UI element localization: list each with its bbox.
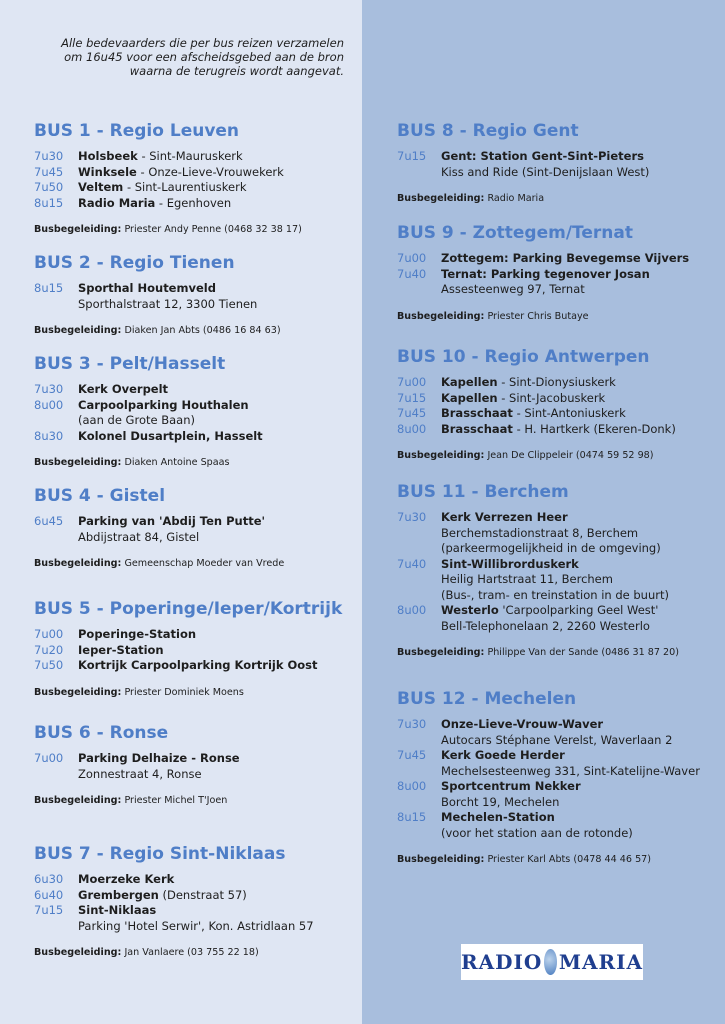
stop-place: Zottegem: Parking Bevegemse Vijvers (441, 251, 690, 265)
bus-title: BUS 4 - Gistel (34, 486, 166, 506)
stop-row (397, 557, 717, 604)
intro-text: Alle bedevaarders die per bus reizen verzamelen om 16u45 voor een afscheidsgebed aan de bron waarna de terugreis wordt aangevat. (61, 36, 344, 78)
stop-address: Sporthalstraat 12, 3300 Tienen (78, 296, 258, 311)
stop-place: Kerk Verrezen Heer (441, 510, 568, 524)
bus-guide (397, 192, 717, 205)
guide-label: Busbegeleiding: (34, 325, 122, 336)
stop-row (34, 751, 354, 782)
stop-text (78, 196, 354, 212)
stop-row (397, 251, 717, 267)
guide-label: Busbegeleiding: (397, 450, 485, 461)
stop-place: Grembergen (78, 887, 159, 902)
stop-row (34, 165, 354, 181)
logo-text-left: RADIO (461, 950, 543, 974)
stop-time: 7u50 (34, 180, 64, 194)
stop-place: Kerk Goede Herder (441, 748, 565, 762)
stop-time: 7u15 (397, 149, 427, 163)
stop-text (441, 267, 717, 298)
stop-text (441, 406, 717, 422)
guide-label: Busbegeleiding: (397, 193, 485, 204)
stop-time: 8u00 (397, 779, 427, 793)
bus-guide (34, 686, 354, 699)
stop-address: Mechelsesteenweg 331, Sint-Katelijne-Waver (441, 763, 700, 778)
bus-guide (397, 646, 717, 659)
stop-time: 7u30 (397, 717, 427, 731)
stop-list (34, 872, 354, 934)
stop-text (441, 422, 717, 438)
guide-label: Busbegeleiding: (397, 647, 485, 658)
bus-guide (34, 557, 354, 570)
stop-text (441, 748, 717, 779)
stop-place: Parking Delhaize - Ronse (78, 751, 240, 765)
guide-name: Priester Chris Butaye (487, 310, 589, 322)
stop-time: 7u30 (34, 149, 64, 163)
stop-text (441, 717, 717, 748)
stop-time: 7u15 (397, 390, 427, 405)
stop-text (441, 510, 717, 557)
bus-guide (397, 310, 717, 323)
stop-time: 6u30 (34, 872, 64, 886)
stop-place: Westerlo (441, 603, 499, 617)
stop-detail: - Onze-Lieve-Vrouwekerk (136, 164, 284, 179)
stop-place: Radio Maria (78, 195, 156, 210)
stop-address: Zonnestraat 4, Ronse (78, 766, 202, 781)
stop-row (34, 627, 354, 643)
bus-block-2 (34, 253, 354, 337)
stop-time: 8u30 (34, 428, 64, 443)
stop-text (78, 514, 354, 545)
stop-time: 7u20 (34, 642, 64, 657)
bus-guide (34, 946, 354, 959)
stop-place: Mechelen-Station (441, 810, 555, 824)
guide-name: Priester Dominiek Moens (124, 686, 244, 698)
stop-time: 7u00 (34, 627, 64, 641)
stop-detail: - Sint-Laurentiuskerk (123, 180, 247, 194)
stop-time: 8u15 (397, 810, 427, 824)
stop-time: 7u30 (397, 510, 427, 524)
stop-row (397, 149, 717, 180)
bus-guide (397, 853, 717, 866)
guide-name: Diaken Jan Abts (0486 16 84 63) (124, 325, 281, 336)
stop-list (397, 510, 717, 634)
stop-time: 7u00 (397, 251, 427, 265)
guide-label: Busbegeleiding: (34, 457, 122, 468)
stop-time: 6u40 (34, 887, 64, 902)
stop-row (34, 872, 354, 888)
guide-label: Busbegeleiding: (34, 795, 122, 806)
guide-name: Philippe Van der Sande (0486 31 87 20) (487, 647, 680, 658)
stop-text (78, 149, 354, 165)
stop-address: Borcht 19, Mechelen (441, 794, 560, 809)
bus-title: BUS 2 - Regio Tienen (34, 253, 235, 273)
stop-place: Kapellen (441, 390, 498, 405)
stop-text (78, 888, 354, 904)
stop-row (34, 382, 354, 398)
stop-address: (parkeermogelijkheid in de omgeving) (441, 541, 661, 555)
stop-time: 7u40 (397, 266, 427, 281)
stop-time: 7u45 (34, 164, 64, 179)
guide-label: Busbegeleiding: (34, 558, 122, 569)
stop-detail: - Sint-Dionysiuskerk (497, 375, 616, 389)
stop-place: Brasschaat (441, 406, 513, 420)
bus-title: BUS 7 - Regio Sint-Niklaas (34, 844, 286, 864)
stop-time: 8u00 (34, 397, 64, 412)
guide-label: Busbegeleiding: (34, 224, 122, 235)
stop-row (397, 406, 717, 422)
stop-place: Poperinge-Station (78, 627, 197, 641)
stop-place: Carpoolparking Houthalen (78, 397, 249, 412)
guide-name: Gemeenschap Moeder van Vrede (124, 558, 285, 569)
bus-title: BUS 10 - Regio Antwerpen (397, 347, 650, 367)
stop-place: Parking van 'Abdij Ten Putte' (78, 514, 266, 528)
bus-guide (34, 794, 354, 807)
bus-block-7 (34, 844, 354, 959)
stop-place: Sint-Willibrorduskerk (441, 556, 579, 571)
bus-block-4 (34, 486, 354, 570)
logo-text-right: MARIA (558, 950, 643, 974)
stop-row (34, 643, 354, 659)
stop-list (34, 281, 354, 312)
bus-title: BUS 3 - Pelt/Hasselt (34, 354, 226, 374)
bus-guide (34, 456, 354, 469)
stop-address: Heilig Hartstraat 11, Berchem (441, 572, 613, 586)
stop-place: Sportcentrum Nekker (441, 779, 581, 793)
stop-row (34, 180, 354, 196)
stop-row (34, 196, 354, 212)
stop-row (397, 391, 717, 407)
bus-title: BUS 5 - Poperinge/Ieper/Kortrijk (34, 599, 343, 619)
stop-time: 7u45 (397, 406, 427, 420)
stop-address: (voor het station aan de rotonde) (441, 825, 633, 840)
stop-place: Sint-Niklaas (78, 903, 157, 917)
stop-time: 8u15 (34, 195, 64, 210)
guide-name: Jean De Clippeleir (0474 59 52 98) (487, 450, 654, 461)
stop-text (441, 603, 717, 634)
stop-text (78, 398, 354, 429)
bus-title: BUS 6 - Ronse (34, 723, 169, 743)
stop-address: Autocars Stéphane Verelst, Waverlaan 2 (441, 732, 673, 747)
stop-row (34, 149, 354, 165)
guide-name: Priester Michel T'Joen (124, 795, 228, 806)
bus-guide (34, 223, 354, 236)
stop-time: 7u30 (34, 382, 64, 396)
stop-time: 8u00 (397, 603, 427, 617)
stop-row (34, 398, 354, 429)
stop-text (441, 391, 717, 407)
stop-address: Kiss and Ride (Sint-Denijslaan West) (441, 164, 650, 179)
stop-text (78, 281, 354, 312)
guide-name: Jan Vanlaere (03 755 22 18) (124, 947, 259, 958)
stop-place: Kerk Overpelt (78, 382, 169, 396)
bus-guide (397, 449, 717, 462)
guide-label: Busbegeleiding: (397, 310, 485, 322)
bus-block-5 (34, 599, 354, 699)
stop-place: Moerzeke Kerk (78, 872, 175, 886)
stop-text (78, 627, 354, 643)
stop-list (397, 375, 717, 437)
stop-row (34, 281, 354, 312)
bus-title: BUS 11 - Berchem (397, 482, 569, 502)
bus-block-10 (397, 347, 717, 462)
stop-list (34, 149, 354, 211)
guide-name: Priester Karl Abts (0478 44 46 57) (487, 854, 652, 865)
stop-row (397, 603, 717, 634)
guide-name: Radio Maria (487, 193, 545, 204)
bus-title: BUS 9 - Zottegem/Ternat (397, 223, 634, 243)
bus-block-6 (34, 723, 354, 807)
stop-row (397, 717, 717, 748)
guide-label: Busbegeleiding: (397, 854, 485, 865)
stop-time: 7u00 (397, 375, 427, 389)
stop-row (34, 888, 354, 904)
stop-row (397, 267, 717, 298)
stop-place: Brasschaat (441, 421, 513, 436)
stop-text (78, 751, 354, 782)
guide-name: Priester Andy Penne (0468 32 38 17) (124, 224, 302, 235)
stop-text (441, 779, 717, 810)
stop-row (34, 903, 354, 934)
stop-row (397, 810, 717, 841)
stop-text (78, 643, 354, 659)
stop-list (34, 514, 354, 545)
bus-block-1 (34, 121, 354, 236)
guide-label: Busbegeleiding: (34, 686, 122, 698)
stop-time: 8u00 (397, 421, 427, 436)
stop-detail: - Sint-Mauruskerk (137, 149, 243, 163)
bus-block-11 (397, 482, 717, 659)
stop-detail: - H. Hartkerk (Ekeren-Donk) (512, 421, 676, 436)
stop-place: Ieper-Station (78, 642, 164, 657)
stop-text (441, 375, 717, 391)
bus-title: BUS 12 - Mechelen (397, 689, 577, 709)
stop-detail: - Sint-Antoniuskerk (512, 406, 626, 420)
stop-row (397, 375, 717, 391)
bus-title: BUS 1 - Regio Leuven (34, 121, 240, 141)
stop-row (34, 514, 354, 545)
guide-label: Busbegeleiding: (34, 947, 122, 958)
stop-text (78, 658, 354, 674)
radio-maria-logo (461, 944, 643, 980)
stop-time: 8u15 (34, 281, 64, 295)
stop-time: 6u45 (34, 514, 64, 528)
stop-time: 7u00 (34, 751, 64, 765)
bus-block-8 (397, 121, 717, 205)
stop-list (34, 627, 354, 674)
stop-time: 7u50 (34, 658, 64, 672)
stop-text (78, 872, 354, 888)
stop-place: Ternat: Parking tegenover Josan (441, 266, 650, 281)
stop-place: Holsbeek (78, 149, 138, 163)
stop-text (441, 810, 717, 841)
stop-list (397, 251, 717, 298)
stop-list (397, 149, 717, 180)
stop-detail: - Sint-Jacobuskerk (497, 390, 606, 405)
stop-detail: (Denstraat 57) (158, 887, 247, 902)
stop-place: Winksele (78, 164, 137, 179)
guide-name: Diaken Antoine Spaas (124, 457, 230, 468)
stop-text (78, 382, 354, 398)
stop-address: (Bus-, tram- en treinstation in de buurt) (441, 587, 669, 602)
stop-row (397, 748, 717, 779)
stop-text (78, 180, 354, 196)
stop-place: Veltem (78, 180, 124, 194)
stop-address: Parking 'Hotel Serwir', Kon. Astridlaan 57 (78, 918, 314, 933)
bus-block-9 (397, 223, 717, 323)
stop-time: 7u15 (34, 903, 64, 917)
stop-time: 7u45 (397, 748, 427, 762)
stop-text (441, 557, 717, 604)
stop-address: Assesteenweg 97, Ternat (441, 282, 585, 296)
stop-address: Bell-Telephonelaan 2, 2260 Westerlo (441, 618, 650, 633)
stop-place: Onze-Lieve-Vrouw-Waver (441, 717, 604, 731)
stop-text (78, 903, 354, 934)
stop-text (441, 149, 717, 180)
stop-list (397, 717, 717, 841)
globe-icon (544, 949, 557, 975)
stop-place: Kapellen (441, 375, 498, 389)
stop-detail: - Egenhoven (155, 195, 232, 210)
stop-list (34, 751, 354, 782)
stop-row (397, 510, 717, 557)
stop-time: 7u40 (397, 556, 427, 571)
stop-place: Gent: Station Gent-Sint-Pieters (441, 149, 644, 163)
stop-list (34, 382, 354, 444)
stop-address: Berchemstadionstraat 8, Berchem (441, 525, 639, 540)
bus-title: BUS 8 - Regio Gent (397, 121, 579, 141)
stop-text (78, 165, 354, 181)
stop-detail: 'Carpoolparking Geel West' (498, 603, 659, 617)
stop-place: Kortrijk Carpoolparking Kortrijk Oost (78, 658, 318, 672)
stop-row (397, 422, 717, 438)
bus-block-12 (397, 689, 717, 866)
stop-text (441, 251, 717, 267)
stop-row (34, 658, 354, 674)
stop-place: Sporthal Houtemveld (78, 281, 216, 295)
stop-row (34, 429, 354, 445)
bus-guide (34, 324, 354, 337)
bus-block-3 (34, 354, 354, 469)
stop-text (78, 429, 354, 445)
stop-row (397, 779, 717, 810)
stop-place: Kolonel Dusartplein, Hasselt (78, 428, 263, 443)
stop-address: (aan de Grote Baan) (78, 413, 195, 427)
stop-address: Abdijstraat 84, Gistel (78, 529, 200, 544)
